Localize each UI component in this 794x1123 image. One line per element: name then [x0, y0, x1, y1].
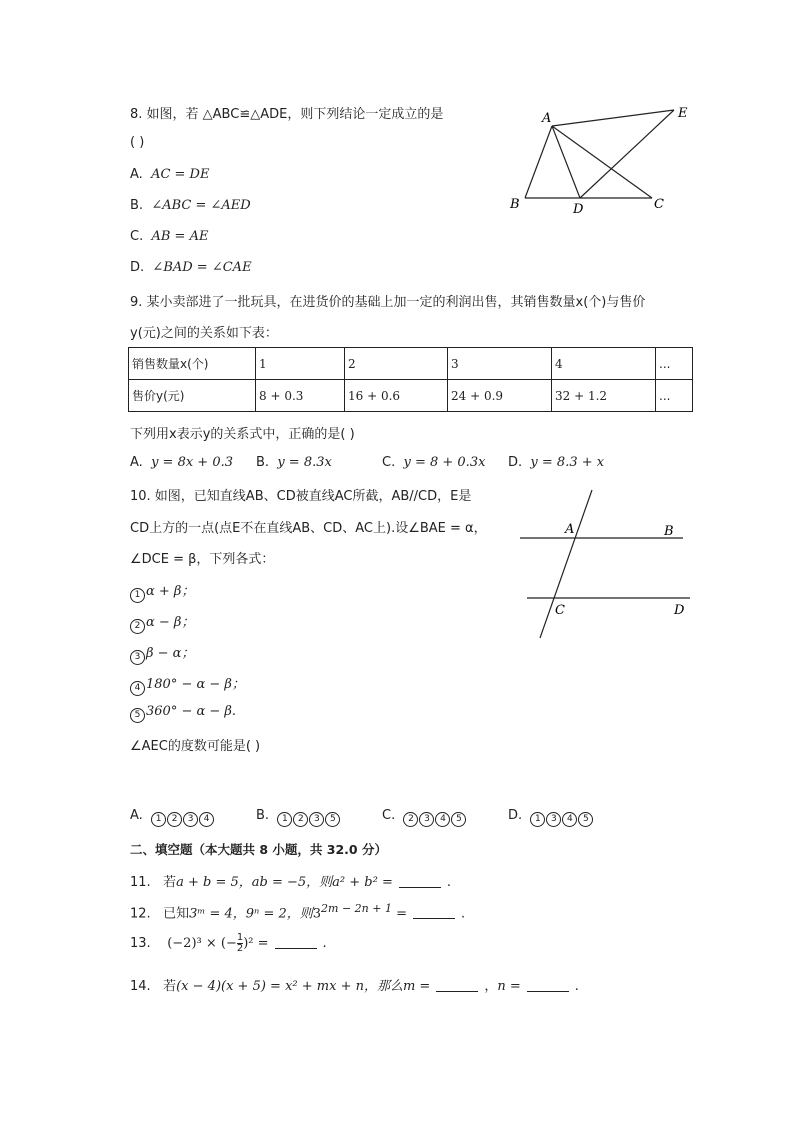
q13-expr1: (−2)³ × (− [167, 936, 237, 951]
label-c: C [654, 197, 664, 212]
q10-item-4 [130, 673, 245, 696]
circled-number: 3 [183, 812, 198, 827]
question-number: 12. [130, 906, 151, 922]
option-label: A. [130, 455, 143, 470]
circled-number: 4 [562, 812, 577, 827]
q8-triangle-figure [500, 100, 700, 220]
option-label: C. [382, 808, 396, 823]
q10-item-3 [130, 642, 194, 665]
option-label: D. [508, 455, 523, 470]
table-cell: 16 + 0.6 [345, 380, 448, 412]
option-label: B. [256, 808, 270, 823]
option-text: AB = AE [151, 229, 209, 244]
q12-cond: 3ᵐ = 4，9ⁿ = 2，则 [189, 906, 313, 922]
table-cell: 8 + 0.3 [256, 380, 345, 412]
q13-expr2: )² = [243, 936, 269, 951]
table-cell: 销售数量x(个) [129, 348, 256, 380]
circled-number: 3 [130, 650, 145, 665]
question-number: 14. [130, 979, 151, 994]
q9-table [128, 347, 693, 412]
q10-question: ∠AEC的度数可能是( ) [130, 739, 261, 754]
q12-exponent: 2m − 2n + 1 [321, 902, 392, 915]
circled-number: 1 [130, 588, 145, 603]
option-text: y = 8.3x [277, 455, 332, 470]
circled-number: 1 [530, 812, 545, 827]
table-cell: 售价y(元) [129, 380, 256, 412]
item-text: 360° − α − β. [146, 704, 237, 719]
item-text: α + β； [146, 584, 195, 599]
question-number: 11. [130, 875, 151, 890]
circled-number: 5 [325, 812, 340, 827]
circled-number: 2 [403, 812, 418, 827]
option-label: D. [508, 808, 523, 823]
table-row [129, 380, 693, 412]
q10-option-a [130, 808, 215, 827]
q9-option-b [256, 455, 332, 470]
segment-ab [525, 126, 552, 198]
q11 [130, 871, 451, 890]
q10-stem-line2: CD上方的一点(点E不在直线AB、CD、AC上).设∠BAE = α， [130, 521, 487, 536]
q8-option-a [130, 167, 209, 182]
q10-option-b [256, 808, 341, 827]
circled-number: 5 [451, 812, 466, 827]
answer-blank[interactable] [275, 948, 317, 949]
option-text: y = 8.3 + x [530, 455, 605, 470]
option-text: ∠BAD = ∠CAE [152, 260, 252, 275]
item-text: α − β； [146, 615, 195, 630]
label-e: E [678, 106, 688, 121]
table-cell: 3 [448, 348, 552, 380]
q9-stem-line1: 9. 某小卖部进了一批玩具，在进货价的基础上加一定的利润出售，其销售数量x(个)与售价 [130, 295, 646, 310]
q12-pre: 已知 [163, 906, 190, 922]
answer-blank[interactable] [413, 918, 455, 919]
question-number: 13. [130, 936, 151, 951]
q8-paren: ( ) [130, 135, 145, 150]
q9-option-d [508, 455, 604, 470]
circled-number: 2 [167, 812, 182, 827]
circled-number: 3 [546, 812, 561, 827]
circled-number: 1 [277, 812, 292, 827]
table-cell: ... [656, 348, 693, 380]
q10-item-2 [130, 611, 194, 634]
segment-de [580, 110, 674, 198]
q13-end: . [322, 936, 327, 951]
q10-item-1 [130, 580, 194, 603]
option-label: A. [130, 808, 143, 823]
q10-parallel-lines-figure [515, 485, 705, 645]
q14-n: n = [497, 979, 521, 994]
q11-end: . [446, 875, 451, 890]
segment-ae [552, 110, 674, 126]
table-cell: 4 [552, 348, 656, 380]
q8-option-b [130, 198, 251, 213]
q14 [130, 975, 579, 994]
q14-m: m = [402, 979, 431, 994]
circled-number: 2 [130, 619, 145, 634]
table-cell: 32 + 1.2 [552, 380, 656, 412]
q9-stem-line2: y(元)之间的关系如下表： [130, 326, 278, 341]
fraction-numerator: 1 [236, 932, 244, 943]
q12-base: 3 [312, 906, 322, 922]
q10-option-c [382, 808, 467, 827]
table-cell: 2 [345, 348, 448, 380]
q8-option-d [130, 260, 252, 275]
circled-number: 4 [435, 812, 450, 827]
option-text: y = 8 + 0.3x [403, 455, 486, 470]
q8-option-c [130, 229, 208, 244]
option-label: B. [256, 455, 270, 470]
circled-number: 5 [130, 708, 145, 723]
answer-blank-n[interactable] [527, 991, 569, 992]
circled-number: 3 [309, 812, 324, 827]
label-b: B [664, 524, 674, 539]
section-title: 二、填空题（本大题共 8 小题，共 32.0 分） [130, 842, 387, 857]
option-label: D. [130, 260, 145, 275]
label-d: D [573, 202, 584, 217]
label-a: A [542, 111, 552, 126]
segment-ac [552, 126, 652, 198]
q10-item-5 [130, 704, 236, 723]
q12-eq: = [391, 906, 407, 922]
q14-sep: ， [484, 979, 498, 994]
answer-blank-m[interactable] [436, 991, 478, 992]
option-text: ∠ABC = ∠AED [151, 198, 251, 213]
circled-number: 4 [130, 681, 145, 696]
item-text: 180° − α − β； [146, 677, 245, 692]
option-label: C. [130, 229, 144, 244]
q13 [130, 933, 327, 954]
circled-number: 1 [151, 812, 166, 827]
table-row [129, 348, 693, 380]
label-a: A [565, 522, 575, 537]
option-text: y = 8x + 0.3 [151, 455, 233, 470]
label-c: C [555, 603, 565, 618]
circled-number: 2 [293, 812, 308, 827]
q14-expr: (x − 4)(x + 5) = x² + mx + n，那么 [176, 979, 403, 994]
circled-number: 5 [578, 812, 593, 827]
q9-option-a [130, 455, 233, 470]
table-cell: 1 [256, 348, 345, 380]
fraction-denominator: 2 [236, 943, 244, 954]
item-text: β − α； [146, 646, 195, 661]
q11-expr: a² + b² = [332, 875, 393, 890]
q10-stem-line1: 10. 如图，已知直线AB、CD被直线AC所截，AB//CD，E是 [130, 489, 472, 504]
q9-option-c [382, 455, 485, 470]
q9-question: 下列用x表示y的关系式中，正确的是( ) [130, 427, 355, 442]
q12 [130, 902, 465, 921]
circled-number: 4 [199, 812, 214, 827]
label-d: D [674, 603, 685, 618]
q10-option-d [508, 808, 594, 827]
option-text: AC = DE [151, 167, 210, 182]
q11-cond: a + b = 5，ab = −5，则 [176, 875, 333, 890]
q10-stem-line3: ∠DCE = β，下列各式： [130, 552, 275, 567]
table-cell: 24 + 0.9 [448, 380, 552, 412]
q12-end: . [461, 906, 466, 922]
answer-blank[interactable] [399, 887, 441, 888]
q11-pre: 若 [163, 875, 177, 890]
option-label: C. [382, 455, 396, 470]
q14-pre: 若 [163, 979, 177, 994]
option-label: A. [130, 167, 143, 182]
circled-number: 3 [419, 812, 434, 827]
q8-stem: 8. 如图，若 △ABC≌△ADE，则下列结论一定成立的是 [130, 107, 444, 122]
option-label: B. [130, 198, 144, 213]
table-cell: ... [656, 380, 693, 412]
transversal-ac [540, 490, 592, 638]
q14-end: . [574, 979, 579, 994]
label-b: B [510, 197, 520, 212]
